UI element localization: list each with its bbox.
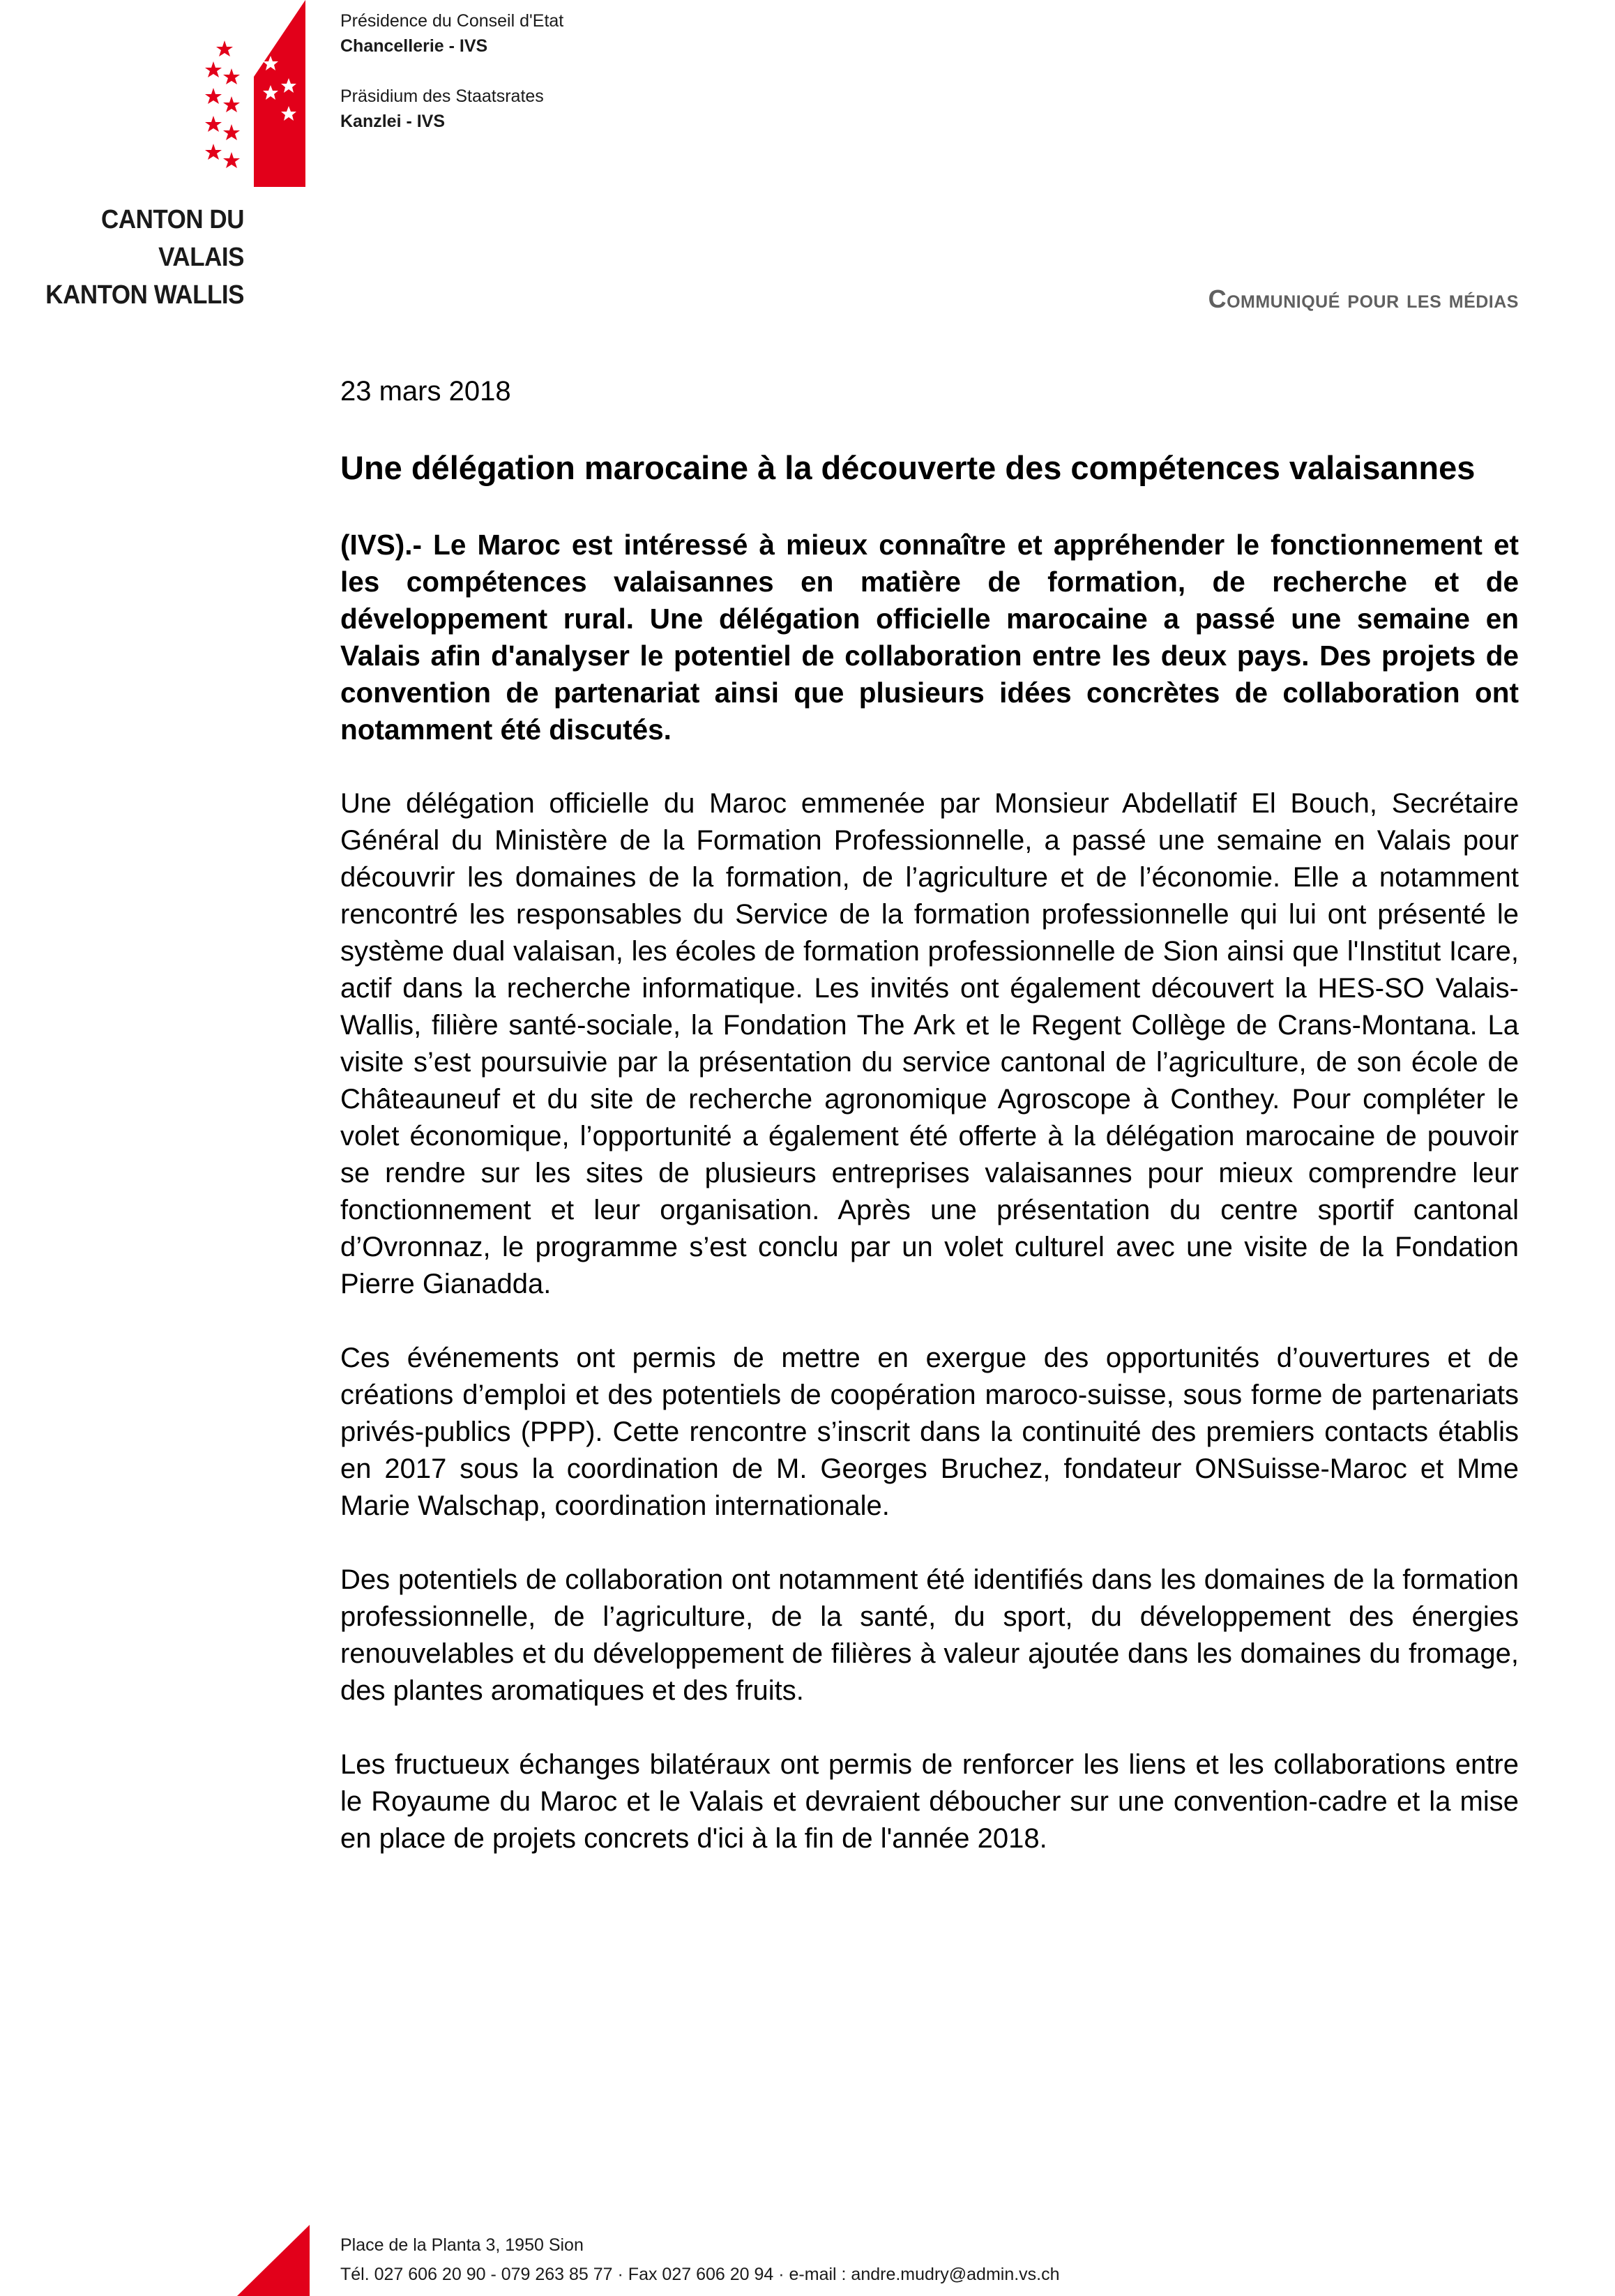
footer-address: Place de la Planta 3, 1950 Sion — [340, 2235, 584, 2255]
body-paragraph: Des potentiels de collaboration ont notamment été identifiés dans les domaines de la formation professionnelle, de l’agriculture, de la santé, du sport, du développement des énergies renouvelables et du développement de filières à valeur ajoutée dans les domaines du fromage, des plantes aromatiques et des fruits. — [340, 1564, 1519, 1706]
body-paragraph: Ces événements ont permis de mettre en exergue des opportunités d’ouvertures et de créations d’emploi et des potentiels de coopération maroco-suisse, sous forme de partenariats privés-publics (PPP). Cette rencontre s’inscrit dans la continuité des premiers contacts établis en 2017 sous la coordination de M. Georges Bruchez, fondateur ONSuisse-Maroc et Mme Marie Walschap, coordination internationale. — [340, 1343, 1519, 1521]
issuer-unit-de: Kanzlei - IVS — [340, 112, 446, 131]
press-release-body — [340, 373, 1519, 1894]
document-type-label: Communiqué pour les médias — [1208, 285, 1519, 313]
release-lead: (IVS).- Le Maroc est intéressé à mieux connaître et appréhender le fonctionnement et les compétences valaisannes en matière de formation, de recherche et de développement rural. Une délégation officielle marocaine a passé une semaine en Valais afin d'analyser le potentiel de collaboration entre les deux pays. Des projets de convention de partenariat ainsi que plusieurs idées concrètes de collaboration ont notamment été discutés. — [340, 529, 1519, 746]
issuer-office-fr: Présidence du Conseil d'Etat — [340, 11, 564, 31]
footer-contact-details: Tél. 027 606 20 90 - 079 263 85 77 · Fax 027 606 20 94 · e-mail : andre.mudry@admin.vs.ch — [340, 2265, 1060, 2284]
issuer-header — [340, 8, 563, 134]
issuer-unit-fr: Chancellerie - IVS — [340, 36, 488, 56]
red-corner-triangle-icon — [237, 2225, 310, 2296]
canton-name — [32, 201, 244, 314]
body-paragraph: Une délégation officielle du Maroc emmenée par Monsieur Abdellatif El Bouch, Secrétaire Général du Ministère de la Formation Professionnelle, a passé une semaine en Valais pour découvrir les domaines de la formation, de l’agriculture et de l’économie. Elle a notamment rencontré les responsables du Service de la formation professionnelle qui lui ont présenté le système dual valaisan, les écoles de formation professionnelle de Sion ainsi que l'Institut Icare, actif dans la recherche informatique. Les invités ont également découvert la HES-SO Valais-Wallis, filière santé-sociale, la Fondation The Ark et le Regent Collège de Crans-Montana. La visite s’est poursuivie par la présentation du service cantonal de l’agriculture, de son école de Châteauneuf et du site de recherche agronomique Agroscope à Conthey. Pour compléter le volet économique, l’opportunité a également été offerte à la délégation marocaine de pouvoir se rendre sur les sites de plusieurs entreprises valaisannes pour mieux comprendre leur fonctionnement et leur organisation. Après une présentation du centre sportif cantonal d’Ovronnaz, le programme s’est conclu par un volet culturel avec une visite de la Fondation Pierre Gianadda. — [340, 788, 1519, 1299]
release-title: Une délégation marocaine à la découverte des compétences valaisannes — [340, 449, 1476, 486]
canton-name-fr: CANTON DU VALAIS — [101, 205, 244, 272]
issuer-office-de: Präsidium des Staatsrates — [340, 86, 544, 106]
valais-flag-stars-icon — [205, 0, 305, 187]
body-paragraph: Les fructueux échanges bilatéraux ont permis de renforcer les liens et les collaborations entre le Royaume du Maroc et le Valais et devraient déboucher sur une convention-cadre et la mise en place de projets concrets d'ici à la fin de l'année 2018. — [340, 1749, 1519, 1854]
canton-name-de: KANTON WALLIS — [45, 280, 245, 310]
release-date: 23 mars 2018 — [340, 376, 511, 407]
footer-contact — [340, 2230, 1060, 2289]
valais-flag-logo — [202, 0, 305, 187]
